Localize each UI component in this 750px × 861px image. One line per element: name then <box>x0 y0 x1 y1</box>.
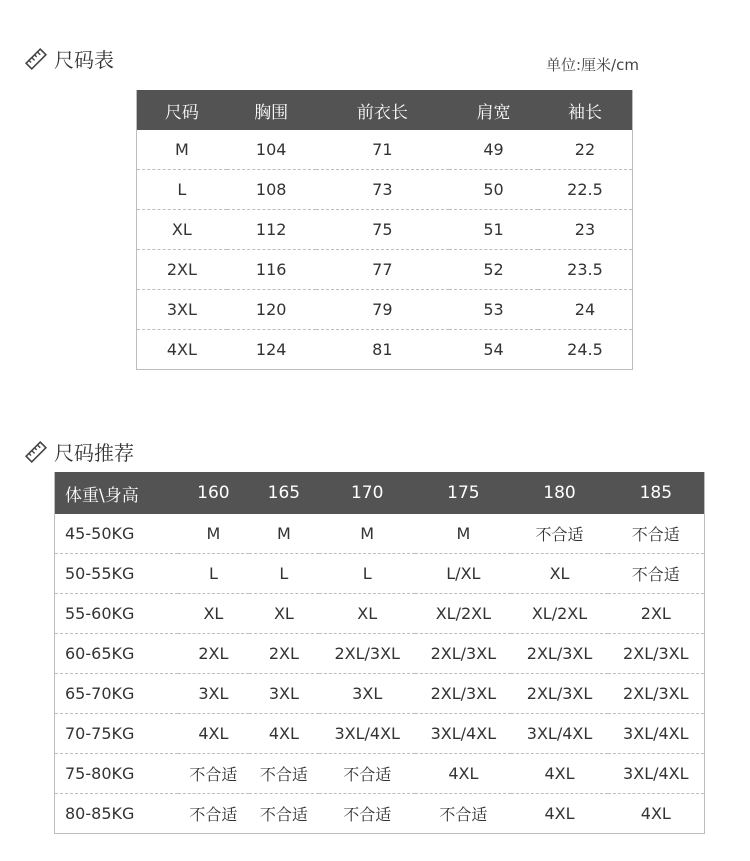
table-cell: 3XL <box>249 674 319 714</box>
row-label-cell: 75-80KG <box>55 754 179 794</box>
table-cell: M <box>178 514 248 554</box>
column-header: 170 <box>319 472 415 514</box>
table-cell: 52 <box>449 250 538 290</box>
table-row <box>137 250 633 290</box>
size-chart-table <box>136 90 633 370</box>
row-label-cell: 70-75KG <box>55 714 179 754</box>
column-header: 180 <box>511 472 607 514</box>
table-cell: 2XL <box>178 634 248 674</box>
table-cell: 2XL/3XL <box>415 674 511 714</box>
table-cell: M <box>249 514 319 554</box>
table-cell: L <box>249 554 319 594</box>
column-header: 165 <box>249 472 319 514</box>
table-cell: M <box>415 514 511 554</box>
column-header: 肩宽 <box>449 90 538 130</box>
row-label-cell: 60-65KG <box>55 634 179 674</box>
table-row <box>137 330 633 370</box>
table-cell: L <box>319 554 415 594</box>
table-cell: XL <box>178 594 248 634</box>
table-cell: XL <box>319 594 415 634</box>
table-cell: 2XL/3XL <box>415 634 511 674</box>
table-cell: 不合适 <box>511 514 607 554</box>
table-row <box>55 674 705 714</box>
table-cell: 50 <box>449 170 538 210</box>
table-row <box>55 634 705 674</box>
table-cell: 3XL <box>319 674 415 714</box>
row-label-cell: M <box>137 130 227 170</box>
column-header: 前衣长 <box>316 90 449 130</box>
table-cell: 不合适 <box>343 805 392 824</box>
row-label-cell: 80-85KG <box>65 804 135 823</box>
table-cell: 120 <box>227 290 316 330</box>
row-label-cell: 50-55KG <box>55 554 179 594</box>
table-cell: 4XL <box>415 754 511 794</box>
size-chart-header-row <box>137 90 633 130</box>
row-label-cell: 55-60KG <box>55 594 179 634</box>
table-row <box>137 170 633 210</box>
table-row <box>55 514 705 554</box>
table-cell: 23 <box>538 210 633 250</box>
column-header: 体重\身高 <box>55 472 179 514</box>
table-cell: 81 <box>372 340 393 359</box>
table-cell: 3XL/4XL <box>415 714 511 754</box>
table-cell: 116 <box>227 250 316 290</box>
ruler-icon <box>24 47 48 71</box>
table-row <box>55 794 705 834</box>
column-header: 175 <box>415 472 511 514</box>
row-label-cell: 3XL <box>137 290 227 330</box>
table-row <box>137 210 633 250</box>
row-label-cell: 45-50KG <box>55 514 179 554</box>
table-cell: 49 <box>449 130 538 170</box>
table-cell: 2XL <box>249 634 319 674</box>
table-cell: L/XL <box>415 554 511 594</box>
table-cell: 79 <box>316 290 449 330</box>
table-cell: 4XL <box>511 754 607 794</box>
table-cell: 53 <box>449 290 538 330</box>
table-cell: XL/2XL <box>511 594 607 634</box>
recommendation-body <box>55 514 705 834</box>
table-cell: 3XL/4XL <box>319 714 415 754</box>
row-label-cell: 2XL <box>137 250 227 290</box>
table-row <box>55 754 705 794</box>
table-cell: 23.5 <box>538 250 633 290</box>
table-cell: 73 <box>316 170 449 210</box>
table-cell: 2XL <box>608 594 705 634</box>
table-row <box>55 594 705 634</box>
recommendation-header-row <box>55 472 705 514</box>
table-cell: 4XL <box>178 714 248 754</box>
table-cell: 不合适 <box>439 805 488 824</box>
size-chart-body <box>137 130 633 370</box>
recommendation-table <box>54 472 705 834</box>
table-cell: XL <box>511 554 607 594</box>
table-row <box>137 130 633 170</box>
table-cell: 108 <box>227 170 316 210</box>
table-cell: 2XL/3XL <box>608 674 705 714</box>
table-cell: 不合适 <box>189 805 238 824</box>
size-chart-heading <box>24 44 114 73</box>
ruler-icon <box>24 440 48 464</box>
table-cell: 不合适 <box>608 554 705 594</box>
column-header: 胸围 <box>227 90 316 130</box>
table-cell: 4XL <box>640 804 671 823</box>
table-cell: 不合适 <box>249 754 319 794</box>
table-cell: 71 <box>316 130 449 170</box>
table-cell: M <box>319 514 415 554</box>
table-cell: 4XL <box>544 804 575 823</box>
table-cell: 3XL/4XL <box>511 714 607 754</box>
column-header: 185 <box>608 472 705 514</box>
table-cell: 2XL/3XL <box>319 634 415 674</box>
row-label-cell: 65-70KG <box>55 674 179 714</box>
table-cell: L <box>178 554 248 594</box>
column-header: 袖长 <box>538 90 633 130</box>
table-cell: 112 <box>227 210 316 250</box>
table-cell: 22.5 <box>538 170 633 210</box>
table-cell: 4XL <box>249 714 319 754</box>
table-cell: 104 <box>227 130 316 170</box>
table-cell: 不合适 <box>178 754 248 794</box>
table-cell: 54 <box>483 340 504 359</box>
table-row <box>55 714 705 754</box>
table-row <box>137 290 633 330</box>
table-cell: 2XL/3XL <box>511 634 607 674</box>
table-cell: 2XL/3XL <box>608 634 705 674</box>
table-cell: 77 <box>316 250 449 290</box>
row-label-cell: XL <box>137 210 227 250</box>
table-row <box>55 554 705 594</box>
row-label-cell: L <box>137 170 227 210</box>
table-cell: 75 <box>316 210 449 250</box>
table-cell: 不合适 <box>319 754 415 794</box>
table-cell: 24.5 <box>567 340 603 359</box>
table-cell: 3XL <box>178 674 248 714</box>
column-header: 尺码 <box>137 90 227 130</box>
recommendation-title: 尺码推荐 <box>54 441 134 465</box>
table-cell: 3XL/4XL <box>608 714 705 754</box>
unit-label: 单位:厘米/cm <box>546 56 639 74</box>
row-label-cell: 4XL <box>166 340 197 359</box>
size-chart-title: 尺码表 <box>54 48 114 72</box>
column-header: 160 <box>178 472 248 514</box>
table-cell: 不合适 <box>259 805 308 824</box>
table-cell: 2XL/3XL <box>511 674 607 714</box>
table-cell: 不合适 <box>608 514 705 554</box>
table-cell: XL <box>249 594 319 634</box>
table-cell: 24 <box>538 290 633 330</box>
table-cell: 51 <box>449 210 538 250</box>
table-cell: 124 <box>255 340 287 359</box>
table-cell: XL/2XL <box>415 594 511 634</box>
table-cell: 3XL/4XL <box>608 754 705 794</box>
table-cell: 22 <box>538 130 633 170</box>
recommendation-heading <box>24 437 134 466</box>
